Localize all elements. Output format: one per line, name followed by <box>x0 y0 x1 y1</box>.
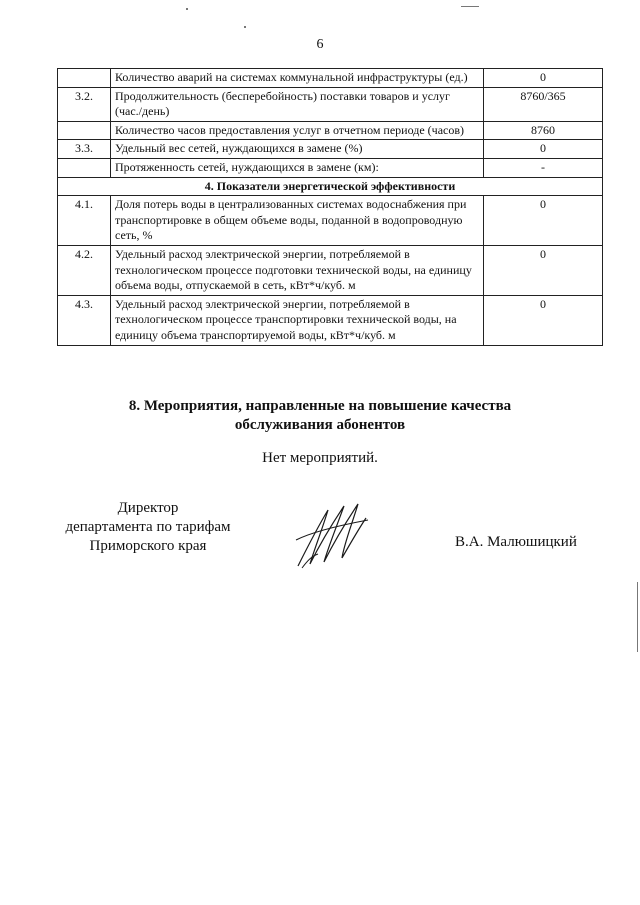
indicator-name: Удельный расход электрической энергии, потребляемой в технологическом процессе транспортировки технической воды, на единицу объема транспортируемой воды, кВт*ч/куб. м <box>111 295 484 345</box>
page-number: 6 <box>316 37 324 52</box>
row-number: 3.2. <box>58 87 111 121</box>
indicator-name: Удельный расход электрической энергии, потребляемой в технологическом процессе подготовки технической воды, на единицу объема воды, отпускаемой в сеть, кВт*ч/куб. м <box>111 245 484 295</box>
signatory-name: В.А. Малюшицкий <box>455 534 577 550</box>
table-row <box>58 158 603 177</box>
signatory-title-line-2: департамента по тарифам <box>65 518 231 535</box>
indicator-value: 0 <box>484 196 603 246</box>
indicator-value: 0 <box>484 140 603 159</box>
section-8-title-line-2: обслуживания абонентов <box>234 416 406 433</box>
indicator-value: 0 <box>484 245 603 295</box>
scan-artifact <box>461 6 479 7</box>
scan-artifact <box>244 26 246 28</box>
row-number: 4.1. <box>58 196 111 246</box>
scan-artifact <box>186 8 188 10</box>
section-title: 4. Показатели энергетической эффективности <box>58 177 603 196</box>
no-measures-text: Нет мероприятий. <box>262 450 378 466</box>
signatory-title-line-3: Приморского края <box>89 537 207 554</box>
table-section-row <box>58 177 603 196</box>
row-number <box>58 121 111 140</box>
indicators-table <box>57 68 603 346</box>
table-row <box>58 245 603 295</box>
row-number: 4.3. <box>58 295 111 345</box>
row-number: 4.2. <box>58 245 111 295</box>
indicator-value: 0 <box>484 69 603 88</box>
table-row <box>58 196 603 246</box>
table-row <box>58 87 603 121</box>
section-8-title-line-1: 8. Мероприятия, направленные на повышение качества <box>128 398 512 414</box>
signatory-title-line-1: Директор <box>117 500 179 516</box>
indicator-name: Протяженность сетей, нуждающихся в замене (км): <box>111 158 484 177</box>
signatory-title <box>48 499 248 555</box>
indicator-value: 0 <box>484 295 603 345</box>
indicator-value: 8760 <box>484 121 603 140</box>
scan-artifact <box>637 582 638 652</box>
indicator-value: 8760/365 <box>484 87 603 121</box>
row-number <box>58 69 111 88</box>
indicator-name: Продолжительность (бесперебойность) поставки товаров и услуг (час./день) <box>111 87 484 121</box>
table-row <box>58 140 603 159</box>
indicator-name: Удельный вес сетей, нуждающихся в замене (%) <box>111 140 484 159</box>
indicator-value: - <box>484 158 603 177</box>
table-row <box>58 121 603 140</box>
indicator-name: Количество аварий на системах коммунальной инфраструктуры (ед.) <box>111 69 484 88</box>
indicator-name: Доля потерь воды в централизованных системах водоснабжения при транспортировке в общем объеме воды, поданной в водопроводную сеть, % <box>111 196 484 246</box>
row-number: 3.3. <box>58 140 111 159</box>
indicator-name: Количество часов предоставления услуг в отчетном периоде (часов) <box>111 121 484 140</box>
table-row <box>58 69 603 88</box>
table-row <box>58 295 603 345</box>
row-number <box>58 158 111 177</box>
section-8-heading <box>0 397 640 435</box>
handwritten-signature <box>292 500 372 572</box>
